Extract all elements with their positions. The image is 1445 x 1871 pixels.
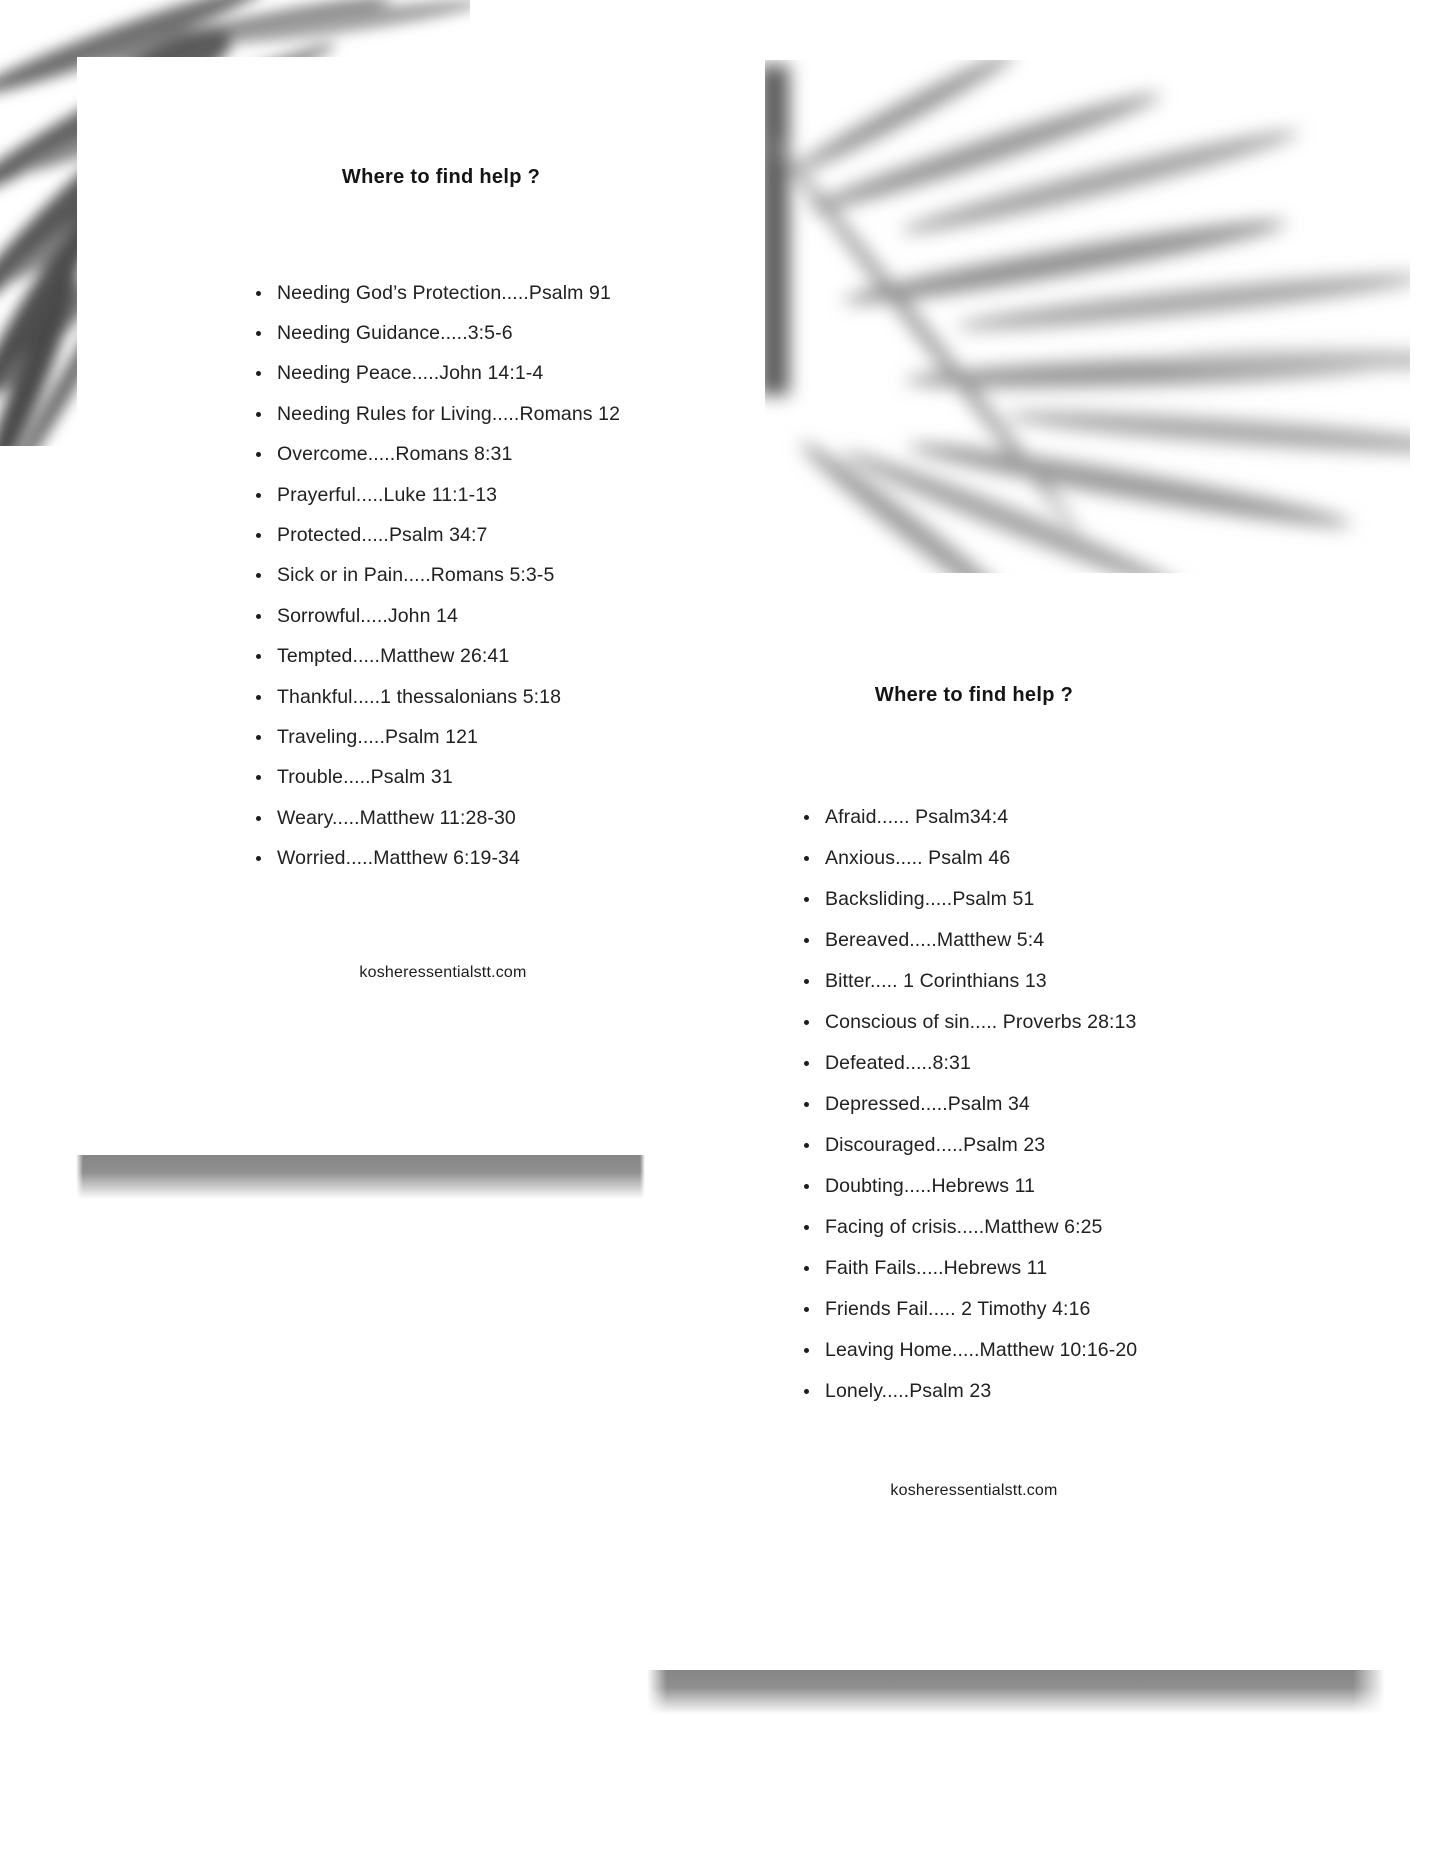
list-item-label: Worried.....Matthew 6:19-34 (277, 847, 520, 870)
list-item (800, 1207, 1137, 1248)
list-item (252, 758, 620, 798)
list-item (800, 879, 1137, 920)
list-item (800, 920, 1137, 961)
list-item-label: Leaving Home.....Matthew 10:16-20 (825, 1339, 1138, 1361)
list-item-label: Friends Fail..... 2 Timothy 4:16 (825, 1298, 1091, 1320)
list-item-label: Needing Peace.....John 14:1-4 (277, 362, 544, 385)
bullet-dot-icon (256, 573, 261, 578)
list-item (252, 394, 620, 434)
list-item-label: Bereaved.....Matthew 5:4 (825, 929, 1045, 951)
list-item (252, 798, 620, 838)
bullet-dot-icon (256, 331, 261, 336)
list-item (252, 556, 620, 596)
panel-shadow-left (76, 1155, 645, 1201)
list-item (252, 435, 620, 475)
list-item-label: Protected.....Psalm 34:7 (277, 524, 488, 547)
bullet-dot-icon (804, 1020, 809, 1025)
bullet-dot-icon (804, 1266, 809, 1271)
list-item (252, 313, 620, 353)
page-title-right: Where to find help ? (874, 684, 1074, 706)
list-item (800, 797, 1137, 838)
bullet-dot-icon (256, 412, 261, 417)
list-item-label: Trouble.....Psalm 31 (277, 766, 453, 789)
list-item (800, 1371, 1137, 1412)
bullet-dot-icon (804, 1143, 809, 1148)
list-item-label: Needing God’s Protection.....Psalm 91 (277, 281, 611, 304)
list-item (800, 1002, 1137, 1043)
bullet-dot-icon (804, 1225, 809, 1230)
list-item-label: Defeated.....8:31 (825, 1052, 971, 1074)
list-item-label: Weary.....Matthew 11:28-30 (277, 806, 516, 829)
list-item (800, 1043, 1137, 1084)
bullet-dot-icon (804, 1102, 809, 1107)
bullet-dot-icon (256, 695, 261, 700)
bullet-dot-icon (256, 533, 261, 538)
list-item-label: Lonely.....Psalm 23 (825, 1380, 992, 1402)
list-item (800, 1166, 1137, 1207)
list-item (252, 515, 620, 555)
list-item-label: Doubting.....Hebrews 11 (825, 1175, 1036, 1197)
bullet-dot-icon (256, 291, 261, 296)
list-item-label: Tempted.....Matthew 26:41 (277, 645, 510, 668)
list-item-label: Discouraged.....Psalm 23 (825, 1134, 1046, 1156)
list-item-label: Faith Fails.....Hebrews 11 (825, 1257, 1048, 1279)
list-item (252, 637, 620, 677)
list-item-label: Prayerful.....Luke 11:1-13 (277, 483, 498, 506)
list-item (800, 1248, 1137, 1289)
bullet-dot-icon (256, 856, 261, 861)
list-item-label: Bitter..... 1 Corinthians 13 (825, 970, 1047, 992)
bullet-dot-icon (804, 897, 809, 902)
bullet-dot-icon (804, 1061, 809, 1066)
list-item-label: Needing Rules for Living.....Romans 12 (277, 402, 621, 425)
list-item (800, 961, 1137, 1002)
list-item-label: Needing Guidance.....3:5-6 (277, 322, 513, 345)
list-item (252, 273, 620, 313)
list-item (800, 838, 1137, 879)
list-item-label: Thankful.....1 thessalonians 5:18 (277, 685, 562, 708)
list-item (252, 596, 620, 636)
list-item-label: Conscious of sin..... Proverbs 28:13 (825, 1011, 1137, 1033)
list-item (800, 1330, 1137, 1371)
list-item-label: Facing of crisis.....Matthew 6:25 (825, 1216, 1103, 1238)
list-item-label: Traveling.....Psalm 121 (277, 725, 478, 748)
panel-shadow-right (647, 1670, 1385, 1716)
list-item-label: Overcome.....Romans 8:31 (277, 443, 513, 466)
bullet-dot-icon (804, 1184, 809, 1189)
bullet-dot-icon (256, 816, 261, 821)
bullet-dot-icon (256, 654, 261, 659)
bullet-dot-icon (256, 735, 261, 740)
list-item (252, 838, 620, 878)
list-item (252, 475, 620, 515)
bullet-dot-icon (804, 979, 809, 984)
bullet-dot-icon (256, 493, 261, 498)
page-title-left: Where to find help ? (341, 166, 541, 188)
bullet-dot-icon (804, 1307, 809, 1312)
website-footer-left: kosheressentialstt.com (359, 964, 527, 981)
website-footer-right: kosheressentialstt.com (890, 1482, 1058, 1499)
bullet-dot-icon (256, 614, 261, 619)
palm-leaf-top-right-image (765, 60, 1410, 573)
bullet-dot-icon (256, 775, 261, 780)
bullet-dot-icon (804, 815, 809, 820)
list-item (800, 1289, 1137, 1330)
list-item-label: Anxious..... Psalm 46 (825, 847, 1011, 869)
bullet-dot-icon (804, 856, 809, 861)
list-item (252, 354, 620, 394)
bullet-dot-icon (804, 1389, 809, 1394)
list-item (252, 677, 620, 717)
list-item-label: Depressed.....Psalm 34 (825, 1093, 1030, 1115)
list-item-label: Backsliding.....Psalm 51 (825, 888, 1035, 910)
help-list-left (252, 273, 620, 879)
bullet-dot-icon (256, 452, 261, 457)
list-item (800, 1084, 1137, 1125)
list-item-label: Sorrowful.....John 14 (277, 604, 458, 627)
list-item-label: Afraid...... Psalm34:4 (825, 806, 1009, 828)
list-item (800, 1125, 1137, 1166)
list-item-label: Sick or in Pain.....Romans 5:3-5 (277, 564, 555, 587)
list-item (252, 717, 620, 757)
bullet-dot-icon (804, 1348, 809, 1353)
bullet-dot-icon (256, 371, 261, 376)
bullet-dot-icon (804, 938, 809, 943)
help-list-right (800, 797, 1137, 1412)
